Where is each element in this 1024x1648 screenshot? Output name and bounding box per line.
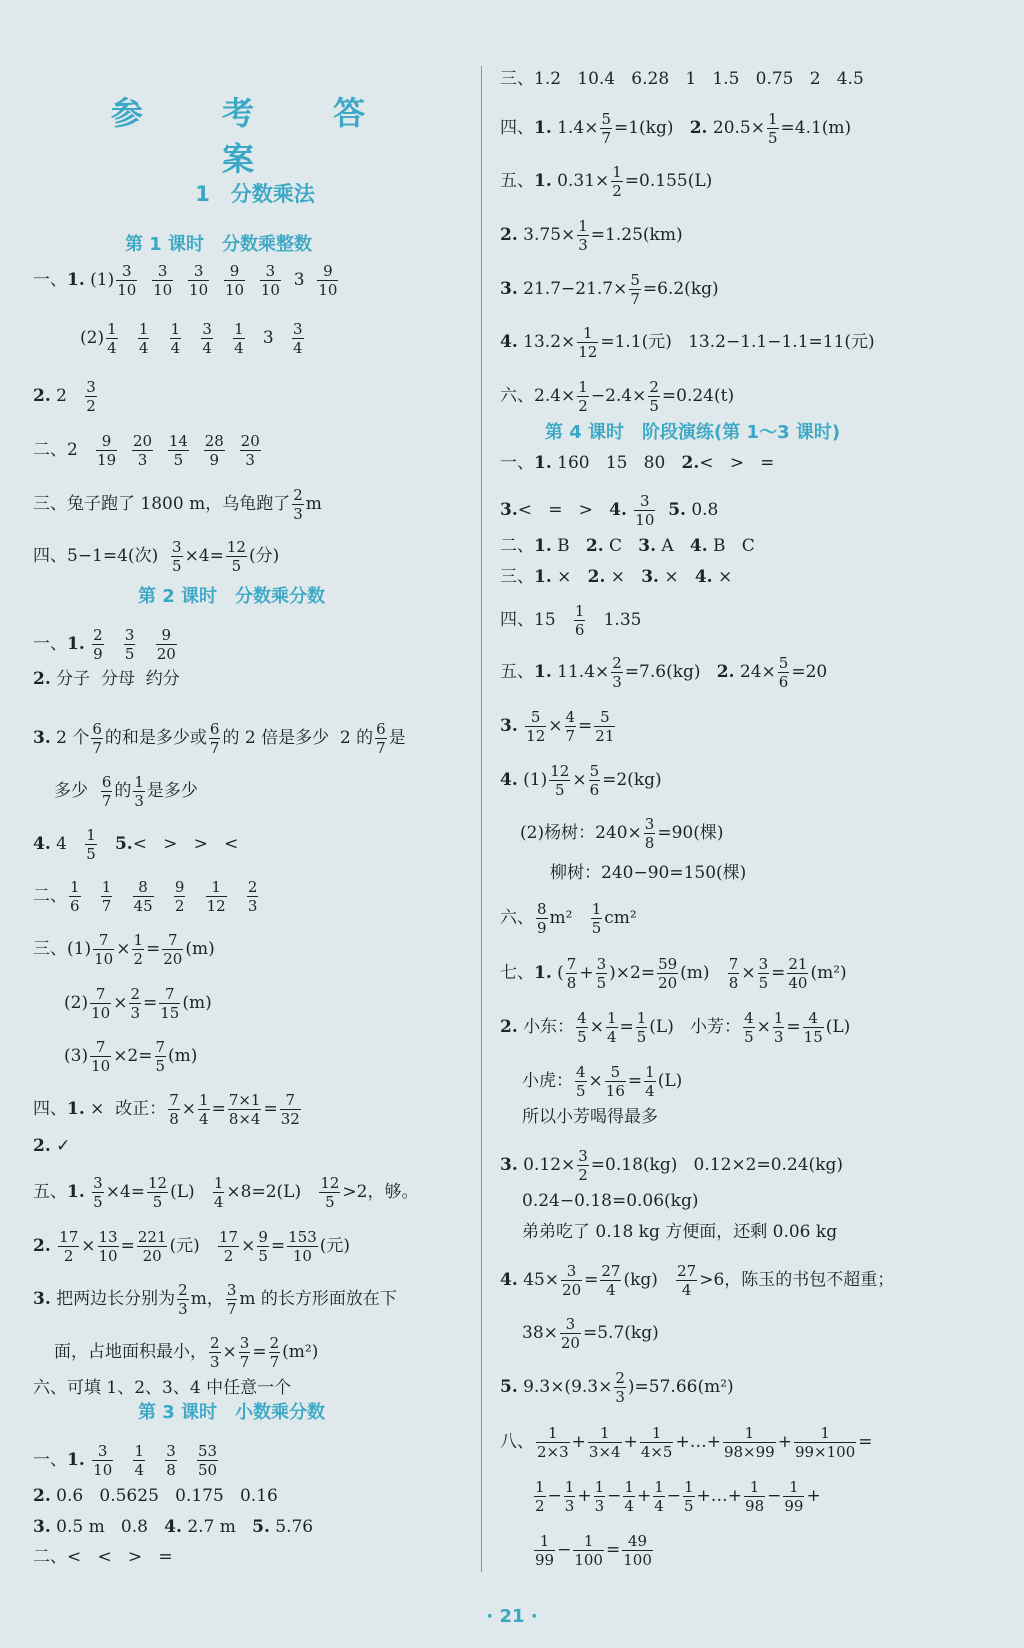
section-title-lesson-2: 第 2 课时 分数乘分数 — [138, 586, 326, 607]
answer-line: 小虎： $\frac{4}{5}$ × $\frac{5}{16}$ = $\frac{1}{4}$ (L) — [522, 1063, 683, 1100]
answer-line: 2. 2 $\frac{3}{2}$ — [33, 378, 96, 415]
answer-line: 四、15 $\frac{1}{6}$ 1.35 — [500, 602, 642, 639]
answer-line: 六、 $\frac{8}{9}$ m² $\frac{1}{5}$ cm² — [500, 900, 637, 937]
answer-line: 六、2.4× $\frac{1}{2}$ −2.4× $\frac{2}{5}$ =0.24(t) — [500, 378, 735, 415]
answer-line: 五、1. 11.4× $\frac{2}{3}$ =7.6(kg) 2. 24× $\frac{5}{6}$ =20 — [500, 654, 828, 691]
answer-line: 二、 $\frac{1}{6}$ $\frac{1}{7}$ $\frac{8}{45}$ $\frac{9}{2}$ $\frac{1}{12}$ $\frac{2}{3}$ — [33, 878, 258, 915]
answer-line: $\frac{1}{99}$ − $\frac{1}{100}$ = $\frac{49}{100}$ — [535, 1532, 652, 1569]
answer-line: 4. 4 $\frac{1}{5}$ 5.< > > < — [33, 826, 239, 863]
answer-line: 2. 3.75× $\frac{1}{3}$ =1.25(km) — [500, 217, 683, 254]
answer-line: 多少 $\frac{6}{7}$ 的 $\frac{1}{3}$ 是多少 — [54, 773, 198, 810]
answer-line: 三、1. × 2. × 3. × 4. × — [500, 567, 733, 587]
answer-line: (2)杨树：240× $\frac{3}{8}$ =90(棵) — [520, 815, 724, 852]
answer-line: 2. 分子 分母 约分 — [33, 669, 180, 689]
answer-line: 4. 45× $\frac{3}{20}$ = $\frac{27}{4}$ (kg) $\frac{27}{4}$ >6，陈玉的书包不超重； — [500, 1262, 895, 1299]
answer-line: 0.24−0.18=0.06(kg) — [522, 1191, 699, 1211]
answer-line: 3.< = > 4. $\frac{3}{10}$ 5. 0.8 — [500, 492, 719, 529]
answer-line: 3. 0.5 m 0.8 4. 2.7 m 5. 5.76 — [33, 1517, 314, 1537]
answer-line: (2) $\frac{1}{4}$ $\frac{1}{4}$ $\frac{1}{4}$ $\frac{3}{4}$ $\frac{1}{4}$ 3 $\frac{3}{4}$ — [80, 320, 303, 357]
column-divider — [481, 66, 482, 1572]
answer-line: 一、1. $\frac{3}{10}$ $\frac{1}{4}$ $\frac{3}{8}$ $\frac{53}{50}$ — [33, 1442, 218, 1479]
answer-line: 4. 13.2× $\frac{1}{12}$ =1.1(元) 13.2−1.1−1.1=11(元) — [500, 324, 875, 361]
answer-line: 3. 2 个 $\frac{6}{7}$ 的和是多少或 $\frac{6}{7}$ 的 2 倍是多少 2 的 $\frac{6}{7}$ 是 — [33, 720, 406, 757]
answer-line: 四、1. 1.4× $\frac{5}{7}$ =1(kg) 2. 20.5× $\frac{1}{5}$ =4.1(m) — [500, 110, 852, 147]
answer-line: 四、1. × 改正： $\frac{7}{8}$ × $\frac{1}{4}$ = $\frac{7\times 1}{8\times 4}$ = $\frac{7}{32}$ — [33, 1091, 300, 1128]
answer-line: 二、1. B 2. C 3. A 4. B C — [500, 536, 755, 556]
answer-line: 2. $\frac{17}{2}$ × $\frac{13}{10}$ = $\frac{221}{20}$ (元) $\frac{17}{2}$ × $\frac{9}{5}$ = $\frac{153}{10}$ (元) — [33, 1228, 351, 1265]
answer-line: 面，占地面积最小， $\frac{2}{3}$ × $\frac{3}{7}$ = $\frac{2}{7}$ (m²) — [54, 1334, 319, 1371]
answer-line: 七、1. ( $\frac{7}{8}$ + $\frac{3}{5}$ )×2= $\frac{59}{20}$ (m) $\frac{7}{8}$ × $\frac{3}{5}$ = $\frac{21}{40}$ (m²) — [500, 955, 847, 992]
page-title: 参 考 答 案 — [110, 94, 400, 178]
page-number: · 21 · — [486, 1606, 538, 1627]
answer-line: 三、(1) $\frac{7}{10}$ × $\frac{1}{2}$ = $\frac{7}{20}$ (m) — [33, 931, 215, 968]
answer-line: 5. 9.3×(9.3× $\frac{2}{3}$ )=57.66(m²) — [500, 1369, 734, 1406]
answer-line: 3. 21.7−21.7× $\frac{5}{7}$ =6.2(kg) — [500, 271, 719, 308]
answer-line: 三、1.2 10.4 6.28 1 1.5 0.75 2 4.5 — [500, 69, 864, 89]
answer-line: 38× $\frac{3}{20}$ =5.7(kg) — [522, 1315, 659, 1352]
section-title-lesson-3: 第 3 课时 小数乘分数 — [138, 1402, 326, 1423]
answer-line: 一、1. (1) $\frac{3}{10}$ $\frac{3}{10}$ $\frac{3}{10}$ $\frac{9}{10}$ $\frac{3}{10}$ 3 $\frac{9}{10}$ — [33, 262, 338, 299]
answer-line: $\frac{1}{2}$ − $\frac{1}{3}$ + $\frac{1}{3}$ − $\frac{1}{4}$ + $\frac{1}{4}$ − $\frac{1}{5}$ +…+ $\frac{1}{98}$ − $\frac{1}{99}$ + — [535, 1478, 821, 1515]
answer-line: 八、 $\frac{1}{2\times 3}$ + $\frac{1}{3\times 4}$ + $\frac{1}{4\times 5}$ +…+ $\frac{1}{98\times 99}$ + $\frac{1}{99\times 100}$ = — [500, 1424, 873, 1461]
answer-line: 五、1. $\frac{3}{5}$ ×4= $\frac{12}{5}$ (L) $\frac{1}{4}$ ×8=2(L) $\frac{12}{5}$ >2，够。 — [33, 1174, 419, 1211]
answer-line: 2. ✓ — [33, 1136, 71, 1156]
answer-line: 二、< < > = — [33, 1547, 173, 1567]
answer-line: 弟弟吃了 0.18 kg 方便面，还剩 0.06 kg — [522, 1222, 838, 1242]
answer-line: 二、2 $\frac{9}{19}$ $\frac{20}{3}$ $\frac{14}{5}$ $\frac{28}{9}$ $\frac{20}{3}$ — [33, 432, 260, 469]
answer-line: 2. 0.6 0.5625 0.175 0.16 — [33, 1486, 278, 1506]
answer-line: 六、可填 1、2、3、4 中任意一个 — [33, 1378, 292, 1398]
answer-line: (2) $\frac{7}{10}$ × $\frac{2}{3}$ = $\frac{7}{15}$ (m) — [64, 985, 212, 1022]
answer-line: 2. 小东： $\frac{4}{5}$ × $\frac{1}{4}$ = $\frac{1}{5}$ (L) 小芳： $\frac{4}{5}$ × $\frac{1}{3}$ = $\frac{4}{15}$ (L) — [500, 1009, 851, 1046]
answer-line: 一、1. $\frac{2}{9}$ $\frac{3}{5}$ $\frac{9}{20}$ — [33, 626, 176, 663]
section-title-lesson-1: 第 1 课时 分数乘整数 — [125, 234, 313, 255]
answer-line: 3. $\frac{5}{12}$ × $\frac{4}{7}$ = $\frac{5}{21}$ — [500, 708, 615, 745]
answer-line: 所以小芳喝得最多 — [522, 1107, 658, 1127]
answer-line: 四、5−1=4(次) $\frac{3}{5}$ ×4= $\frac{12}{5}$ (分) — [33, 538, 280, 575]
answer-line: 3. 把两边长分别为 $\frac{2}{3}$ m， $\frac{3}{7}$ m 的长方形面放在下 — [33, 1281, 397, 1318]
section-title-lesson-4: 第 4 课时 阶段演练(第 1～3 课时) — [545, 422, 841, 443]
answer-line: 3. 0.12× $\frac{3}{2}$ =0.18(kg) 0.12×2=0.24(kg) — [500, 1147, 844, 1184]
answer-line: 三、兔子跑了 1800 m，乌龟跑了 $\frac{2}{3}$ m — [33, 486, 322, 523]
chapter-title: 1 分数乘法 — [195, 182, 315, 206]
answer-line: 柳树：240−90=150(棵) — [550, 863, 747, 883]
answer-line: 五、1. 0.31× $\frac{1}{2}$ =0.155(L) — [500, 163, 713, 200]
answer-line: (3) $\frac{7}{10}$ ×2= $\frac{7}{5}$ (m) — [64, 1038, 198, 1075]
answer-line: 一、1. 160 15 80 2.< > = — [500, 453, 775, 473]
answer-line: 4. (1) $\frac{12}{5}$ × $\frac{5}{6}$ =2(kg) — [500, 762, 662, 799]
